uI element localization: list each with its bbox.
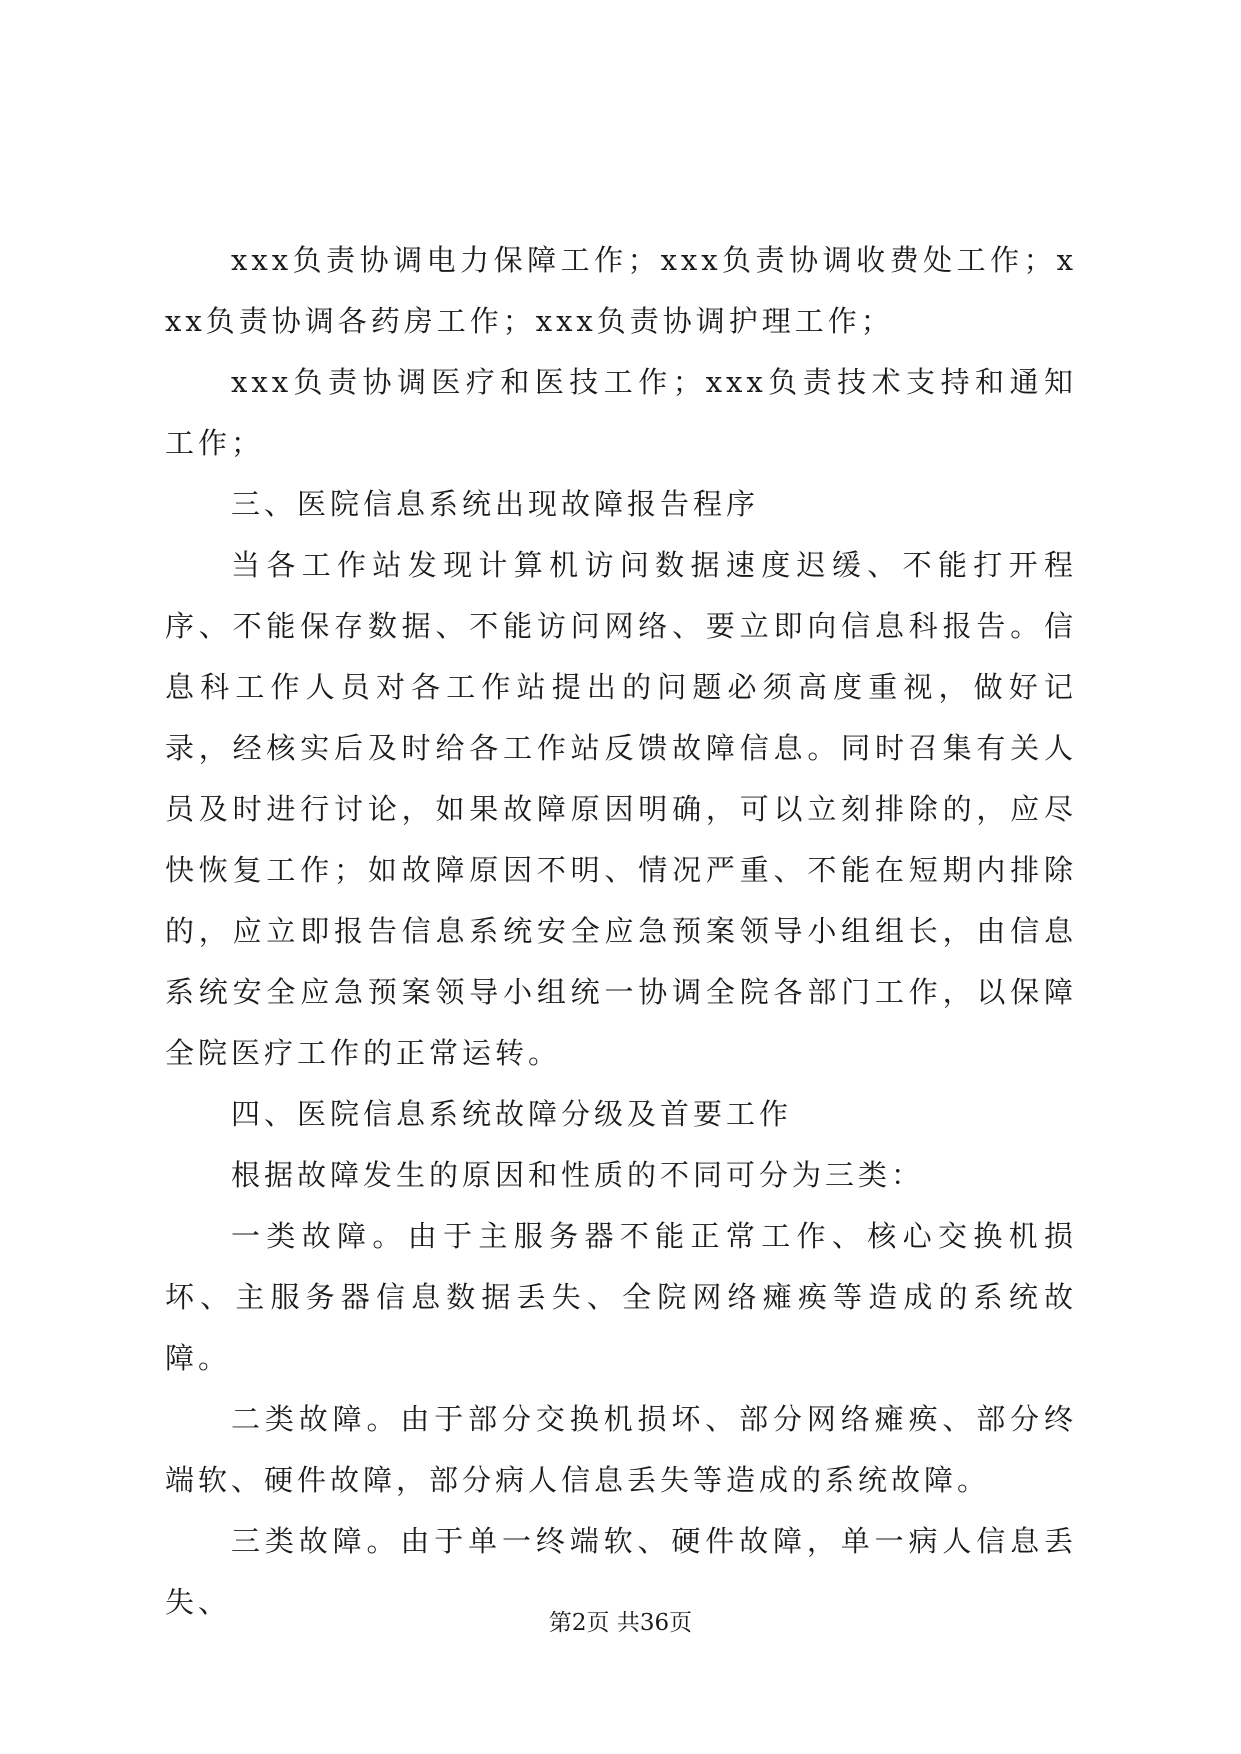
paragraph-coordination-1: xxx负责协调电力保障工作；xxx负责协调收费处工作；xxx负责协调各药房工作；xxx负责协调护理工作； (165, 243, 1077, 338)
section-heading-4: 四、医院信息系统故障分级及首要工作 (231, 1097, 793, 1131)
paragraph-report-procedure: 当各工作站发现计算机访问数据速度迟缓、不能打开程序、不能保存数据、不能访问网络、要立即向信息科报告。信息科工作人员对各工作站提出的问题必须高度重视，做好记录，经核实后及时给各工作站反馈故障信息。同时召集有关人员及时进行讨论，如果故障原因明确，可以立刻排除的，应尽快恢复工作；如故障原因不明、情况严重、不能在短期内排除的，应立即报告信息系统安全应急预案领导小组组长，由信息系统安全应急预案领导小组统一协调全院各部门工作，以保障全院医疗工作的正常运转。 (165, 548, 1077, 1070)
paragraph-class-three-fault: 三类故障。由于单一终端软、硬件故障，单一病人信息丢失、 (165, 1524, 1077, 1619)
section-heading-3: 三、医院信息系统出现故障报告程序 (231, 487, 760, 521)
paragraph-class-two-fault: 二类故障。由于部分交换机损坏、部分网络瘫痪、部分终端软、硬件故障，部分病人信息丢失等造成的系统故障。 (165, 1402, 1077, 1497)
paragraph-classification-intro: 根据故障发生的原因和性质的不同可分为三类： (231, 1158, 925, 1192)
document-body (165, 230, 1077, 1633)
paragraph-class-one-fault: 一类故障。由于主服务器不能正常工作、核心交换机损坏、主服务器信息数据丢失、全院网络瘫痪等造成的系统故障。 (165, 1219, 1077, 1375)
page-footer: 第2页 共36页 (548, 1610, 693, 1636)
paragraph-coordination-2: xxx负责协调医疗和医技工作；xxx负责技术支持和通知工作； (165, 365, 1077, 460)
